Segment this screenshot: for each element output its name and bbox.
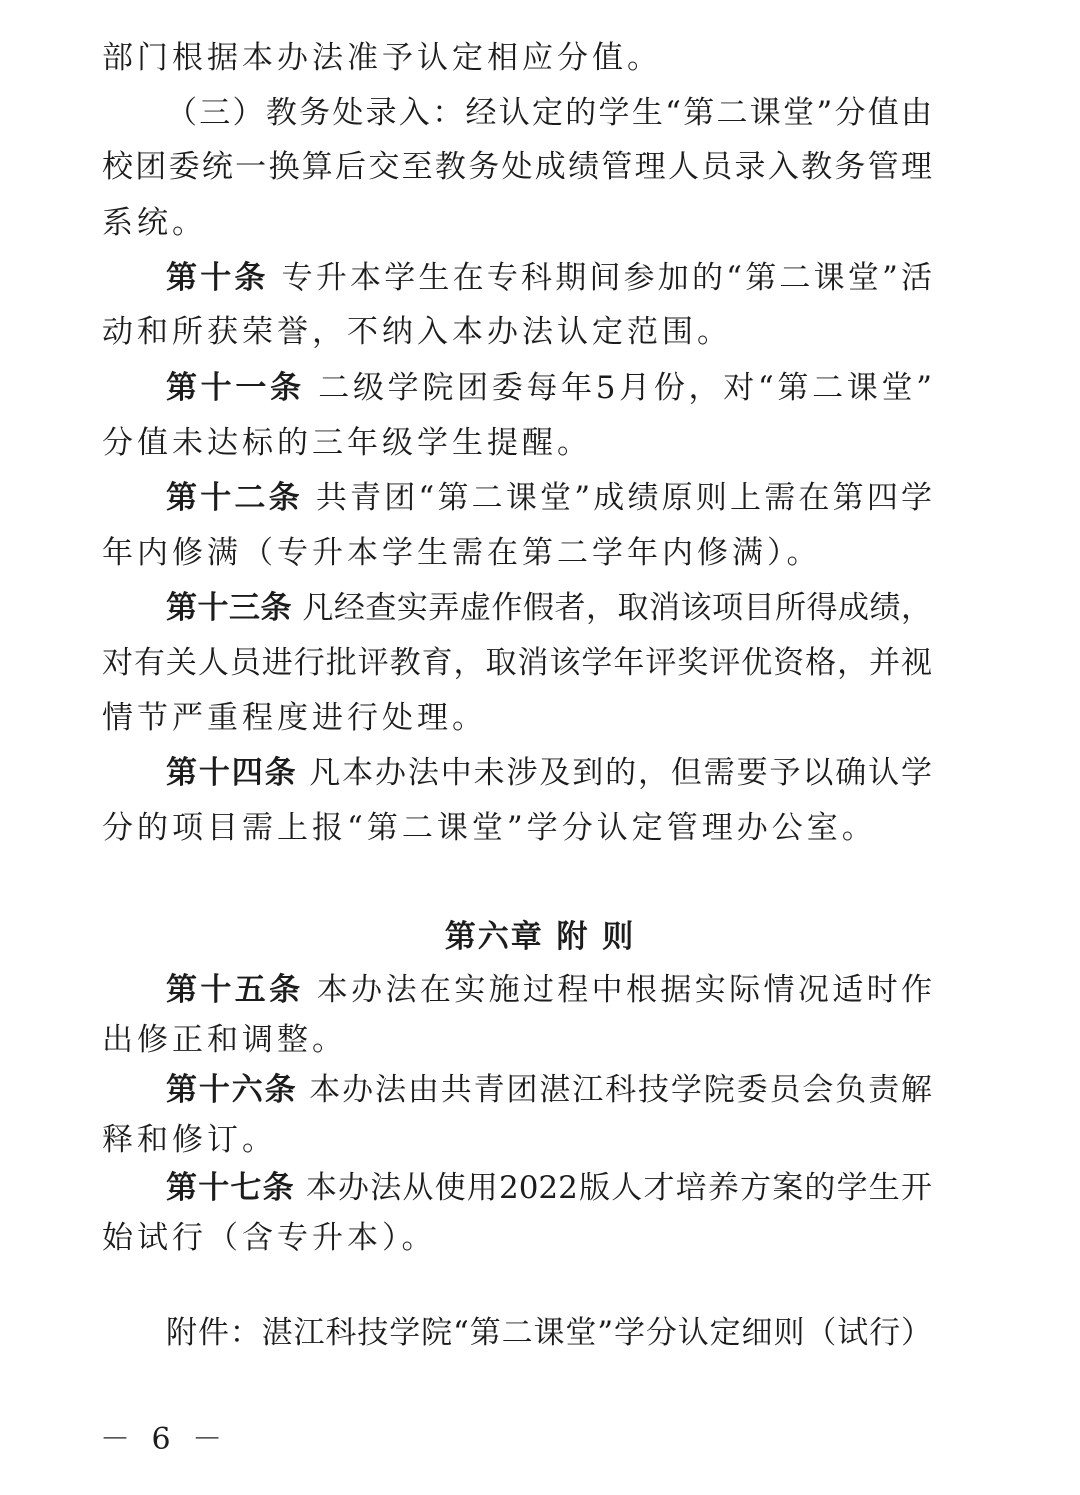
- text-line: 分值未达标的三年级学生提醒。: [102, 425, 592, 461]
- text-line: 出修正和调整。: [102, 1022, 347, 1058]
- text-line: 二级学院团委每年5月份，对“第二课堂”: [318, 370, 932, 406]
- text-line: 专升本学生在专科期间参加的“第二课堂”活: [281, 260, 932, 296]
- article-11: [166, 368, 932, 408]
- article-12: [166, 478, 932, 518]
- text-line: 凡经查实弄虚作假者，取消该项目所得成绩，: [302, 590, 932, 626]
- text-line: 动和所获荣誉，不纳入本办法认定范围。: [102, 314, 732, 350]
- attachment-note: 附件：湛江科技学院“第二课堂”学分认定细则（试行）: [166, 1315, 932, 1351]
- article-label: 第十一条: [166, 370, 305, 406]
- article-label: 第十六条: [166, 1072, 298, 1108]
- article-label: 第十条: [166, 260, 269, 296]
- text-line: 情节严重程度进行处理。: [102, 700, 487, 736]
- text-line: 系统。: [102, 205, 207, 241]
- chapter-title: 第六章 附 则: [444, 919, 636, 955]
- text-line: 年内修满（专升本学生需在第二学年内修满）。: [102, 535, 822, 571]
- text-line: 本办法在实施过程中根据实际情况适时作: [316, 972, 932, 1008]
- article-16: [166, 1070, 932, 1110]
- article-label: 第十三条: [166, 590, 293, 626]
- text-line: 本办法由共青团湛江科技学院委员会负责解: [309, 1072, 932, 1108]
- text-line: （三）教务处录入：经认定的学生“第二课堂”分值由: [166, 95, 932, 131]
- text-line: 本办法从使用2022版人才培养方案的学生开: [305, 1170, 932, 1206]
- article-label: 第十七条: [166, 1170, 295, 1206]
- text-line: 共青团“第二课堂”成绩原则上需在第四学: [315, 480, 932, 516]
- article-label: 第十五条: [166, 972, 304, 1008]
- article-15: [166, 970, 932, 1010]
- article-17: [166, 1168, 932, 1208]
- article-10: [166, 258, 932, 298]
- text-line: 部门根据本办法准予认定相应分值。: [102, 40, 662, 76]
- text-line: 始试行（含专升本）。: [102, 1220, 437, 1256]
- text-line: 凡本办法中未涉及到的，但需要予以确认学: [309, 755, 932, 791]
- article-label: 第十四条: [166, 755, 298, 791]
- article-14: [166, 753, 932, 793]
- text-line: 校团委统一换算后交至教务处成绩管理人员录入教务管理: [102, 149, 932, 185]
- article-label: 第十二条: [166, 480, 303, 516]
- text-line: 释和修订。: [102, 1122, 277, 1158]
- text-line: 分的项目需上报“第二课堂”学分认定管理办公室。: [102, 810, 877, 846]
- article-13: [166, 588, 932, 628]
- page-number: － 6 －: [100, 1422, 229, 1457]
- text-line: 对有关人员进行批评教育，取消该学年评奖评优资格，并视: [102, 645, 932, 681]
